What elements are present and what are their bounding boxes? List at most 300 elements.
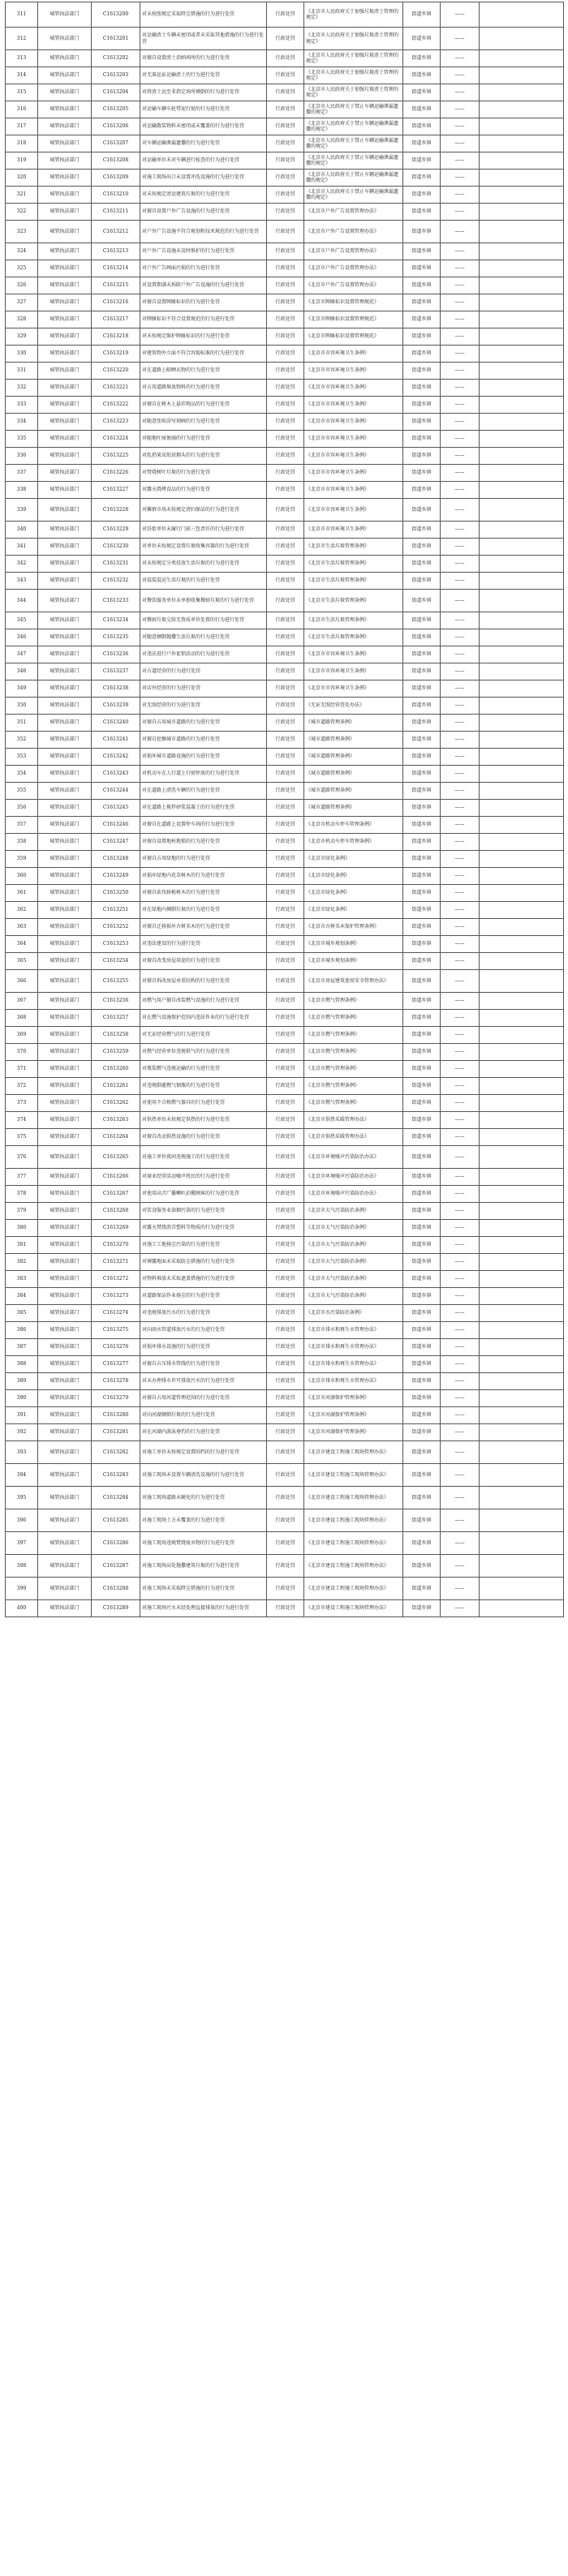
power-type-cell: 行政处罚 bbox=[267, 1600, 304, 1617]
power-type-cell: 行政处罚 bbox=[267, 629, 304, 646]
item-name-cell: 对在燃气设施保护范围内违法作业的行为进行处罚 bbox=[140, 1010, 267, 1027]
power-type-cell: 行政处罚 bbox=[267, 414, 304, 431]
legal-basis-cell: 《北京市绿化条例》 bbox=[304, 885, 403, 902]
department-cell: 城管执法部门 bbox=[38, 573, 92, 590]
power-type-cell: 行政处罚 bbox=[267, 732, 304, 749]
power-type-cell: 行政处罚 bbox=[267, 28, 304, 50]
level-cell: 街道乡镇 bbox=[403, 414, 441, 431]
level-cell: 街道乡镇 bbox=[403, 590, 441, 612]
item-name-cell: 对施工单位未按规定设置围挡的行为进行处罚 bbox=[140, 1441, 267, 1464]
row-number: 330 bbox=[6, 346, 38, 363]
department-cell: 城管执法部门 bbox=[38, 1027, 92, 1044]
power-type-cell: 行政处罚 bbox=[267, 1112, 304, 1129]
item-name-cell: 对擅自改动供热设施的行为进行处罚 bbox=[140, 1129, 267, 1146]
power-type-cell: 行政处罚 bbox=[267, 663, 304, 680]
power-type-cell: 行政处罚 bbox=[267, 1288, 304, 1305]
power-type-cell: 行政处罚 bbox=[267, 834, 304, 851]
item-code-cell: C1613230 bbox=[92, 539, 140, 556]
power-type-cell: 行政处罚 bbox=[267, 936, 304, 953]
row-number: 314 bbox=[6, 67, 38, 84]
note-cell: —— bbox=[441, 135, 480, 152]
power-type-cell: 行政处罚 bbox=[267, 902, 304, 919]
legal-basis-cell: 《城市道路管理条例》 bbox=[304, 766, 403, 783]
note-cell: —— bbox=[441, 970, 480, 993]
power-type-cell: 行政处罚 bbox=[267, 539, 304, 556]
note-cell: —— bbox=[441, 1600, 480, 1617]
table-row bbox=[6, 817, 564, 834]
legal-basis-cell: 《北京市户外广告设置管理办法》 bbox=[304, 204, 403, 221]
item-code-cell: C1613242 bbox=[92, 749, 140, 766]
item-code-cell: C1613278 bbox=[92, 1373, 140, 1390]
table-row bbox=[6, 800, 564, 817]
legal-basis-cell: 《北京市绿化条例》 bbox=[304, 851, 403, 868]
remark-cell bbox=[480, 170, 564, 187]
row-number: 332 bbox=[6, 380, 38, 397]
legal-basis-cell: 《北京市市容环境卫生条例》 bbox=[304, 499, 403, 522]
table-row bbox=[6, 1407, 564, 1424]
item-code-cell: C1613237 bbox=[92, 663, 140, 680]
power-type-cell: 行政处罚 bbox=[267, 118, 304, 135]
department-cell: 城管执法部门 bbox=[38, 715, 92, 732]
power-type-cell: 行政处罚 bbox=[267, 556, 304, 573]
item-name-cell: 对擅自在道路上设置停车场的行为进行处罚 bbox=[140, 817, 267, 834]
row-number: 343 bbox=[6, 573, 38, 590]
item-code-cell: C1613255 bbox=[92, 970, 140, 993]
item-code-cell: C1613201 bbox=[92, 28, 140, 50]
table-row bbox=[6, 1112, 564, 1129]
level-cell: 街道乡镇 bbox=[403, 1407, 441, 1424]
department-cell: 城管执法部门 bbox=[38, 1220, 92, 1237]
legal-basis-cell: 《无证无照经营查处办法》 bbox=[304, 698, 403, 715]
item-name-cell: 对施工单位夜间违规施工的行为进行处罚 bbox=[140, 1146, 267, 1169]
row-number: 384 bbox=[6, 1288, 38, 1305]
legal-basis-cell: 《北京市水污染防治条例》 bbox=[304, 1305, 403, 1322]
remark-cell bbox=[480, 539, 564, 556]
note-cell: —— bbox=[441, 539, 480, 556]
row-number: 318 bbox=[6, 135, 38, 152]
table-row bbox=[6, 1169, 564, 1186]
note-cell: —— bbox=[441, 1390, 480, 1407]
item-name-cell: 对擅自占用绿地的行为进行处罚 bbox=[140, 851, 267, 868]
row-number: 356 bbox=[6, 800, 38, 817]
table-row bbox=[6, 902, 564, 919]
department-cell: 城管执法部门 bbox=[38, 1600, 92, 1617]
legal-basis-cell: 《北京市人民政府关于加强垃圾渣土管理的规定》 bbox=[304, 67, 403, 84]
item-name-cell: 对损坏绿地内花草树木的行为进行处罚 bbox=[140, 868, 267, 885]
power-type-cell: 行政处罚 bbox=[267, 800, 304, 817]
note-cell: —— bbox=[441, 663, 480, 680]
legal-basis-cell: 《北京市房屋建筑使用安全管理办法》 bbox=[304, 970, 403, 993]
legal-basis-cell: 《北京市人民政府关于加强垃圾渣土管理的规定》 bbox=[304, 84, 403, 101]
power-type-cell: 行政处罚 bbox=[267, 1027, 304, 1044]
remark-cell bbox=[480, 749, 564, 766]
note-cell: —— bbox=[441, 902, 480, 919]
department-cell: 城管执法部门 bbox=[38, 1203, 92, 1220]
item-code-cell: C1613284 bbox=[92, 1487, 140, 1509]
table-row bbox=[6, 612, 564, 629]
row-number: 342 bbox=[6, 556, 38, 573]
department-cell: 城管执法部门 bbox=[38, 152, 92, 170]
item-code-cell: C1613228 bbox=[92, 499, 140, 522]
note-cell: —— bbox=[441, 1487, 480, 1509]
legal-basis-cell: 《北京市市容环境卫生条例》 bbox=[304, 363, 403, 380]
legal-basis-cell: 《北京市环境噪声污染防治办法》 bbox=[304, 1169, 403, 1186]
note-cell: —— bbox=[441, 834, 480, 851]
note-cell: —— bbox=[441, 482, 480, 499]
legal-basis-cell: 《北京市人民政府关于禁止车辆运输泄漏遗撒的规定》 bbox=[304, 101, 403, 118]
table-row bbox=[6, 590, 564, 612]
item-name-cell: 对在绿地内倾倒垃圾的行为进行处罚 bbox=[140, 902, 267, 919]
department-cell: 城管执法部门 bbox=[38, 135, 92, 152]
level-cell: 街道乡镇 bbox=[403, 380, 441, 397]
row-number: 382 bbox=[6, 1254, 38, 1271]
item-name-cell: 对随意张贴涂写刻画的行为进行处罚 bbox=[140, 414, 267, 431]
item-name-cell: 对饮食服务业油烟污染的行为进行处罚 bbox=[140, 1203, 267, 1220]
power-type-cell: 行政处罚 bbox=[267, 993, 304, 1010]
level-cell: 街道乡镇 bbox=[403, 1078, 441, 1095]
power-type-cell: 行政处罚 bbox=[267, 1044, 304, 1061]
department-cell: 城管执法部门 bbox=[38, 885, 92, 902]
note-cell: —— bbox=[441, 817, 480, 834]
level-cell: 街道乡镇 bbox=[403, 101, 441, 118]
remark-cell bbox=[480, 556, 564, 573]
note-cell: —— bbox=[441, 1095, 480, 1112]
remark-cell bbox=[480, 1441, 564, 1464]
power-type-cell: 行政处罚 bbox=[267, 1509, 304, 1532]
power-type-cell: 行政处罚 bbox=[267, 715, 304, 732]
note-cell: —— bbox=[441, 1112, 480, 1129]
department-cell: 城管执法部门 bbox=[38, 1288, 92, 1305]
department-cell: 城管执法部门 bbox=[38, 448, 92, 465]
table-row bbox=[6, 970, 564, 993]
row-number: 395 bbox=[6, 1487, 38, 1509]
remark-cell bbox=[480, 465, 564, 482]
table-row bbox=[6, 1509, 564, 1532]
note-cell: —— bbox=[441, 311, 480, 328]
row-number: 321 bbox=[6, 187, 38, 204]
department-cell: 城管执法部门 bbox=[38, 919, 92, 936]
legal-basis-cell: 《北京市人民政府关于禁止车辆运输泄漏遗撒的规定》 bbox=[304, 135, 403, 152]
item-name-cell: 对餐厨垃圾交给无资质单位处置的行为进行处罚 bbox=[140, 612, 267, 629]
remark-cell bbox=[480, 1555, 564, 1578]
legal-basis-cell: 《城市道路管理条例》 bbox=[304, 749, 403, 766]
remark-cell bbox=[480, 50, 564, 67]
level-cell: 街道乡镇 bbox=[403, 902, 441, 919]
item-name-cell: 对施工工地扬尘污染的行为进行处罚 bbox=[140, 1237, 267, 1254]
department-cell: 城管执法部门 bbox=[38, 380, 92, 397]
power-type-cell: 行政处罚 bbox=[267, 1078, 304, 1095]
level-cell: 街道乡镇 bbox=[403, 851, 441, 868]
department-cell: 城管执法部门 bbox=[38, 1390, 92, 1407]
item-code-cell: C1613285 bbox=[92, 1509, 140, 1532]
item-code-cell: C1613226 bbox=[92, 465, 140, 482]
level-cell: 街道乡镇 bbox=[403, 1186, 441, 1203]
power-type-cell: 行政处罚 bbox=[267, 766, 304, 783]
note-cell: —— bbox=[441, 766, 480, 783]
department-cell: 城管执法部门 bbox=[38, 1271, 92, 1288]
power-type-cell: 行政处罚 bbox=[267, 1254, 304, 1271]
note-cell: —— bbox=[441, 1169, 480, 1186]
table-row bbox=[6, 556, 564, 573]
remark-cell bbox=[480, 1169, 564, 1186]
remark-cell bbox=[480, 1532, 564, 1555]
level-cell: 街道乡镇 bbox=[403, 715, 441, 732]
item-code-cell: C1613208 bbox=[92, 152, 140, 170]
remark-cell bbox=[480, 817, 564, 834]
power-type-cell: 行政处罚 bbox=[267, 885, 304, 902]
department-cell: 城管执法部门 bbox=[38, 221, 92, 243]
legal-basis-cell: 《北京市市容环境卫生条例》 bbox=[304, 346, 403, 363]
row-number: 322 bbox=[6, 204, 38, 221]
remark-cell bbox=[480, 397, 564, 414]
note-cell: —— bbox=[441, 919, 480, 936]
legal-basis-cell: 《北京市建设工程施工现场管理办法》 bbox=[304, 1555, 403, 1578]
level-cell: 街道乡镇 bbox=[403, 1027, 441, 1044]
department-cell: 城管执法部门 bbox=[38, 28, 92, 50]
row-number: 371 bbox=[6, 1061, 38, 1078]
remark-cell bbox=[480, 1271, 564, 1288]
item-code-cell: C1613249 bbox=[92, 868, 140, 885]
item-name-cell: 对擅自设置地桩地锁的行为进行处罚 bbox=[140, 834, 267, 851]
item-name-cell: 对在道路上晾晒衣物的行为进行处罚 bbox=[140, 363, 267, 380]
note-cell: —— bbox=[441, 573, 480, 590]
row-number: 381 bbox=[6, 1237, 38, 1254]
power-type-cell: 行政处罚 bbox=[267, 698, 304, 715]
note-cell: —— bbox=[441, 294, 480, 311]
level-cell: 街道乡镇 bbox=[403, 612, 441, 629]
department-cell: 城管执法部门 bbox=[38, 1322, 92, 1339]
table-row bbox=[6, 646, 564, 663]
legal-basis-cell: 《北京市生活垃圾管理条例》 bbox=[304, 612, 403, 629]
level-cell: 街道乡镇 bbox=[403, 663, 441, 680]
department-cell: 城管执法部门 bbox=[38, 1305, 92, 1322]
table-row bbox=[6, 993, 564, 1010]
legal-basis-cell: 《城市道路管理条例》 bbox=[304, 715, 403, 732]
item-code-cell: C1613238 bbox=[92, 680, 140, 698]
remark-cell bbox=[480, 221, 564, 243]
legal-basis-cell: 《城市道路管理条例》 bbox=[304, 800, 403, 817]
table-row bbox=[6, 294, 564, 311]
item-code-cell: C1613259 bbox=[92, 1044, 140, 1061]
note-cell: —— bbox=[441, 84, 480, 101]
department-cell: 城管执法部门 bbox=[38, 556, 92, 573]
legal-basis-cell: 《北京市燃气管理条例》 bbox=[304, 1010, 403, 1027]
row-number: 351 bbox=[6, 715, 38, 732]
level-cell: 街道乡镇 bbox=[403, 1441, 441, 1464]
item-name-cell: 对施工现场违规焚烧废弃物的行为进行处罚 bbox=[140, 1532, 267, 1555]
row-number: 389 bbox=[6, 1373, 38, 1390]
legal-basis-cell: 《北京市城乡规划条例》 bbox=[304, 953, 403, 970]
note-cell: —— bbox=[441, 1044, 480, 1061]
item-code-cell: C1613205 bbox=[92, 101, 140, 118]
power-type-cell: 行政处罚 bbox=[267, 1407, 304, 1424]
row-number: 312 bbox=[6, 28, 38, 50]
level-cell: 街道乡镇 bbox=[403, 783, 441, 800]
row-number: 372 bbox=[6, 1078, 38, 1095]
remark-cell bbox=[480, 1390, 564, 1407]
legal-basis-cell: 《北京市人民政府关于禁止车辆运输泄漏遗撒的规定》 bbox=[304, 118, 403, 135]
row-number: 336 bbox=[6, 448, 38, 465]
item-code-cell: C1613256 bbox=[92, 993, 140, 1010]
remark-cell bbox=[480, 118, 564, 135]
item-code-cell: C1613239 bbox=[92, 698, 140, 715]
row-number: 317 bbox=[6, 118, 38, 135]
level-cell: 街道乡镇 bbox=[403, 1578, 441, 1600]
department-cell: 城管执法部门 bbox=[38, 50, 92, 67]
remark-cell bbox=[480, 204, 564, 221]
department-cell: 城管执法部门 bbox=[38, 680, 92, 698]
power-type-cell: 行政处罚 bbox=[267, 260, 304, 277]
legal-basis-cell: 《北京市户外广告设置管理办法》 bbox=[304, 243, 403, 260]
legal-basis-cell: 《北京市绿化条例》 bbox=[304, 902, 403, 919]
row-number: 327 bbox=[6, 294, 38, 311]
department-cell: 城管执法部门 bbox=[38, 663, 92, 680]
legal-basis-cell: 《北京市建设工程施工现场管理办法》 bbox=[304, 1464, 403, 1487]
power-type-cell: 行政处罚 bbox=[267, 1578, 304, 1600]
power-type-cell: 行政处罚 bbox=[267, 612, 304, 629]
item-code-cell: C1613224 bbox=[92, 431, 140, 448]
remark-cell bbox=[480, 1288, 564, 1305]
level-cell: 街道乡镇 bbox=[403, 1322, 441, 1339]
item-code-cell: C1613212 bbox=[92, 221, 140, 243]
level-cell: 街道乡镇 bbox=[403, 522, 441, 539]
level-cell: 街道乡镇 bbox=[403, 1509, 441, 1532]
remark-cell bbox=[480, 1424, 564, 1441]
row-number: 367 bbox=[6, 993, 38, 1010]
table-row bbox=[6, 465, 564, 482]
remark-cell bbox=[480, 311, 564, 328]
department-cell: 城管执法部门 bbox=[38, 1339, 92, 1356]
level-cell: 街道乡镇 bbox=[403, 118, 441, 135]
note-cell: —— bbox=[441, 221, 480, 243]
note-cell: —— bbox=[441, 1271, 480, 1288]
remark-cell bbox=[480, 1203, 564, 1220]
row-number: 383 bbox=[6, 1271, 38, 1288]
row-number: 378 bbox=[6, 1186, 38, 1203]
item-name-cell: 对户外广告设施未及时维护的行为进行处罚 bbox=[140, 243, 267, 260]
row-number: 390 bbox=[6, 1390, 38, 1407]
row-number: 349 bbox=[6, 680, 38, 698]
note-cell: —— bbox=[441, 556, 480, 573]
item-name-cell: 对在道路上清洗车辆的行为进行处罚 bbox=[140, 783, 267, 800]
legal-basis-cell: 《北京市大气污染防治条例》 bbox=[304, 1237, 403, 1254]
item-code-cell: C1613211 bbox=[92, 204, 140, 221]
note-cell: —— bbox=[441, 993, 480, 1010]
level-cell: 街道乡镇 bbox=[403, 204, 441, 221]
level-cell: 街道乡镇 bbox=[403, 936, 441, 953]
table-row bbox=[6, 573, 564, 590]
remark-cell bbox=[480, 970, 564, 993]
power-type-cell: 行政处罚 bbox=[267, 851, 304, 868]
remark-cell bbox=[480, 260, 564, 277]
department-cell: 城管执法部门 bbox=[38, 1186, 92, 1203]
legal-basis-cell: 《北京市排水和再生水管理办法》 bbox=[304, 1373, 403, 1390]
item-name-cell: 对建筑物外立面不符合容貌标准的行为进行处罚 bbox=[140, 346, 267, 363]
power-type-cell: 行政处罚 bbox=[267, 1555, 304, 1578]
item-name-cell: 对占用道路堆放物料的行为进行处罚 bbox=[140, 380, 267, 397]
remark-cell bbox=[480, 1322, 564, 1339]
table-row bbox=[6, 1186, 564, 1203]
remark-cell bbox=[480, 783, 564, 800]
row-number: 319 bbox=[6, 152, 38, 170]
table-row bbox=[6, 766, 564, 783]
department-cell: 城管执法部门 bbox=[38, 817, 92, 834]
item-name-cell: 对未按规定维护牌匾标识的行为进行处罚 bbox=[140, 328, 267, 346]
item-code-cell: C1613258 bbox=[92, 1027, 140, 1044]
legal-basis-cell: 《北京市人民政府关于加强垃圾渣土管理的规定》 bbox=[304, 50, 403, 67]
power-type-cell: 行政处罚 bbox=[267, 152, 304, 170]
row-number: 352 bbox=[6, 732, 38, 749]
item-code-cell: C1613274 bbox=[92, 1305, 140, 1322]
item-code-cell: C1613270 bbox=[92, 1237, 140, 1254]
note-cell: —— bbox=[441, 1203, 480, 1220]
item-name-cell: 对擅自挖掘城市道路的行为进行处罚 bbox=[140, 732, 267, 749]
item-name-cell: 对违规倒灌燃气钢瓶的行为进行处罚 bbox=[140, 1078, 267, 1095]
row-number: 369 bbox=[6, 1027, 38, 1044]
row-number: 335 bbox=[6, 431, 38, 448]
department-cell: 城管执法部门 bbox=[38, 612, 92, 629]
department-cell: 城管执法部门 bbox=[38, 1146, 92, 1169]
row-number: 386 bbox=[6, 1322, 38, 1339]
power-type-cell: 行政处罚 bbox=[267, 1532, 304, 1555]
level-cell: 街道乡镇 bbox=[403, 1339, 441, 1356]
note-cell: —— bbox=[441, 800, 480, 817]
power-type-cell: 行政处罚 bbox=[267, 67, 304, 84]
power-type-cell: 行政处罚 bbox=[267, 1271, 304, 1288]
item-code-cell: C1613283 bbox=[92, 1464, 140, 1487]
department-cell: 城管执法部门 bbox=[38, 1237, 92, 1254]
note-cell: —— bbox=[441, 1441, 480, 1464]
level-cell: 街道乡镇 bbox=[403, 1129, 441, 1146]
table-row bbox=[6, 397, 564, 414]
legal-basis-cell: 《北京市人民政府关于加强垃圾渣土管理的规定》 bbox=[304, 28, 403, 50]
item-code-cell: C1613273 bbox=[92, 1288, 140, 1305]
legal-basis-cell: 《北京市人民政府关于禁止车辆运输泄漏遗撒的规定》 bbox=[304, 152, 403, 170]
remark-cell bbox=[480, 1010, 564, 1027]
legal-basis-cell: 《北京市河湖保护管理条例》 bbox=[304, 1424, 403, 1441]
item-code-cell: C1613229 bbox=[92, 522, 140, 539]
note-cell: —— bbox=[441, 1464, 480, 1487]
department-cell: 城管执法部门 bbox=[38, 187, 92, 204]
note-cell: —— bbox=[441, 414, 480, 431]
item-name-cell: 对机动车在人行道上行驶停放的行为进行处罚 bbox=[140, 766, 267, 783]
item-name-cell: 对施工现场道路未硬化的行为进行处罚 bbox=[140, 1487, 267, 1509]
table-row bbox=[6, 84, 564, 101]
row-number: 316 bbox=[6, 101, 38, 118]
remark-cell bbox=[480, 885, 564, 902]
item-name-cell: 对使用不合格燃气器具的行为进行处罚 bbox=[140, 1095, 267, 1112]
note-cell: —— bbox=[441, 204, 480, 221]
table-row bbox=[6, 851, 564, 868]
level-cell: 街道乡镇 bbox=[403, 1146, 441, 1169]
department-cell: 城管执法部门 bbox=[38, 1424, 92, 1441]
table-row bbox=[6, 1390, 564, 1407]
legal-basis-cell: 《北京市生活垃圾管理条例》 bbox=[304, 629, 403, 646]
remark-cell bbox=[480, 680, 564, 698]
note-cell: —— bbox=[441, 732, 480, 749]
note-cell: —— bbox=[441, 1027, 480, 1044]
department-cell: 城管执法部门 bbox=[38, 431, 92, 448]
item-code-cell: C1613220 bbox=[92, 363, 140, 380]
item-name-cell: 对牌匾标识不符合设置规范的行为进行处罚 bbox=[140, 311, 267, 328]
level-cell: 街道乡镇 bbox=[403, 482, 441, 499]
item-name-cell: 对商业经营活动噪声扰民的行为进行处罚 bbox=[140, 1169, 267, 1186]
remark-cell bbox=[480, 851, 564, 868]
row-number: 364 bbox=[6, 936, 38, 953]
level-cell: 街道乡镇 bbox=[403, 539, 441, 556]
table-row bbox=[6, 1010, 564, 1027]
level-cell: 街道乡镇 bbox=[403, 1390, 441, 1407]
